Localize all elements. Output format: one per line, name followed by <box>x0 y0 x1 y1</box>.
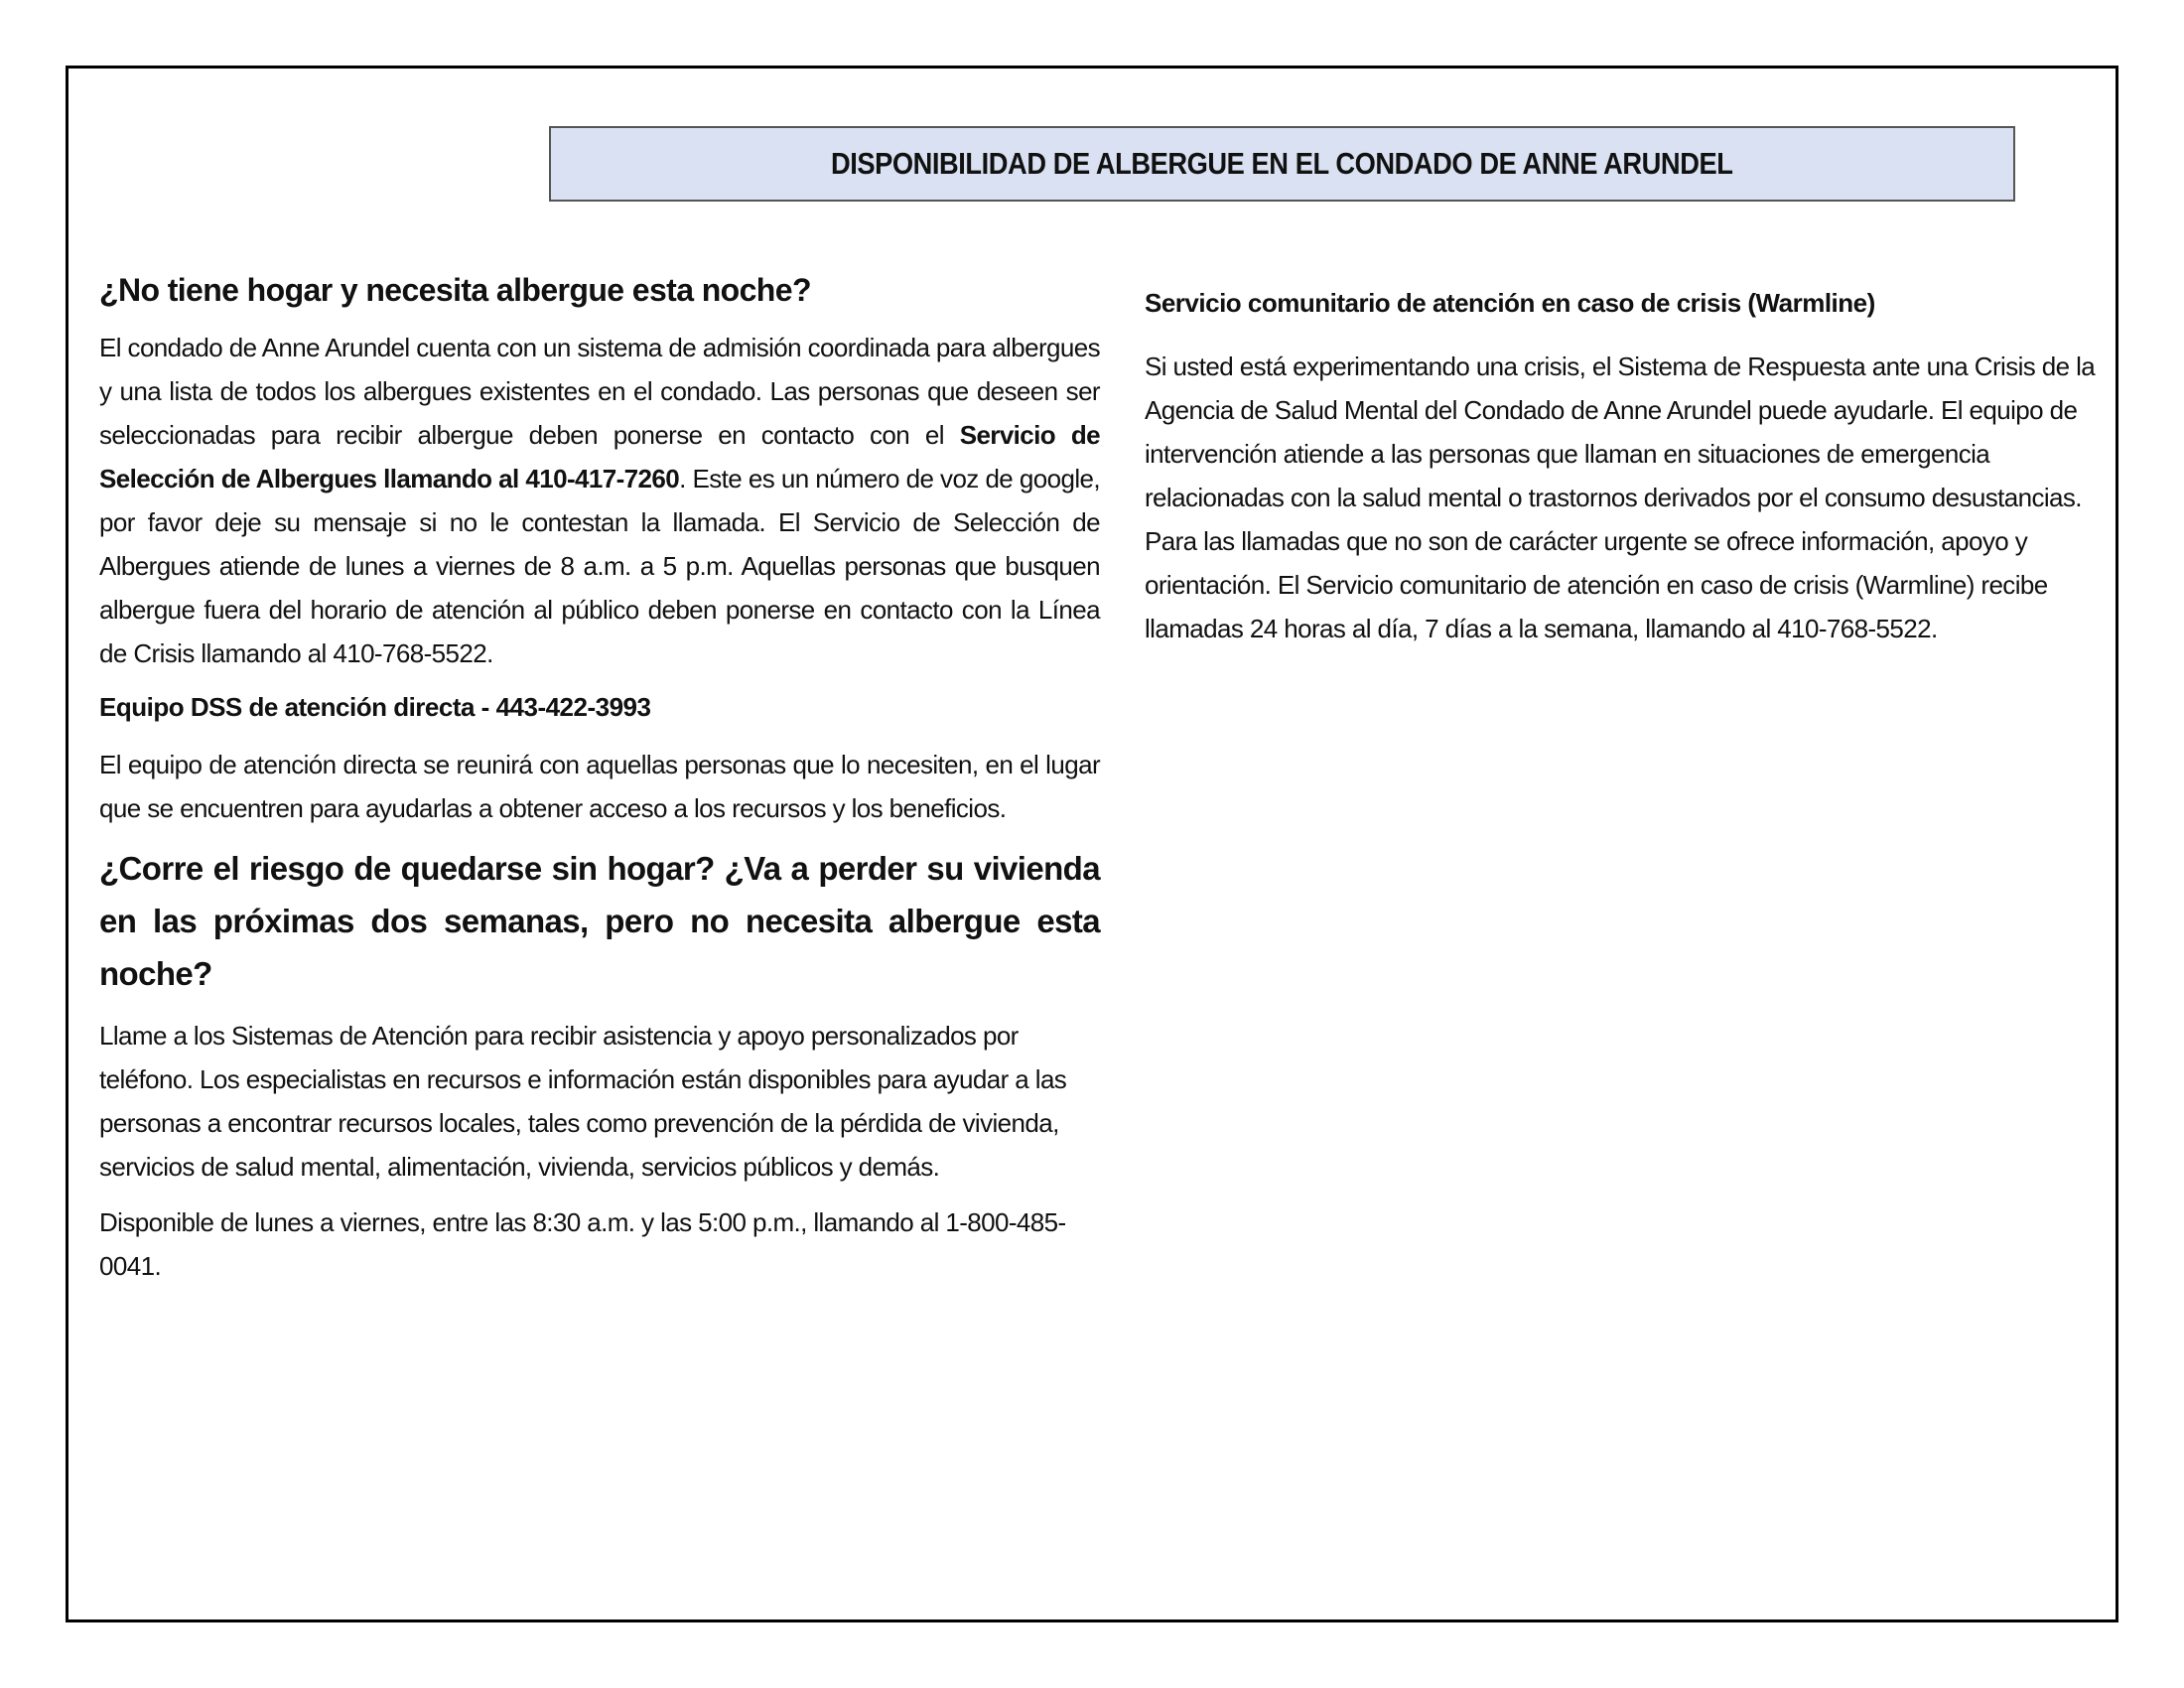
right-column <box>1145 285 2098 650</box>
care-systems-paragraph: Llame a los Sistemas de Atención para recibir asistencia y apoyo personalizados por teléfono. Los especialistas en recursos e información están disponibles para ayudar a las personas a encontrar recursos locales, tales como prevención de la pérdida de vivienda, servicios de salud mental, alimentación, vivienda, servicios públicos y demás. <box>99 1021 1067 1182</box>
care-systems-hours: Disponible de lunes a viernes, entre las 8:30 a.m. y las 5:00 p.m., llamando al 1-800-485-0041. <box>99 1207 1066 1281</box>
section-heading-at-risk: ¿Corre el riesgo de quedarse sin hogar? ¿Va a perder su vivienda en las próximas dos semanas, pero no necesita albergue esta noche? <box>99 850 1100 992</box>
left-column <box>99 268 1100 1288</box>
section-heading-shelter-tonight: ¿No tiene hogar y necesita albergue esta noche? <box>99 272 811 308</box>
shelter-intake-paragraph: El condado de Anne Arundel cuenta con un sistema de admisión coordinada para albergues y una lista de todos los albergues existentes en el condado. Las personas que deseen ser seleccionadas para recibir albergue deben ponerse en contacto con el Servicio de Selección de Albergues llamando al 410-417-7260. Este es un número de voz de google, por favor deje su mensaje si no le contestan la llamada. El Servicio de Selección de Albergues atiende de lunes a viernes de 8 a.m. a 5 p.m. Aquellas personas que busquen albergue fuera del horario de atención al público deben ponerse en contacto con la Línea de Crisis llamando al 410-768-5522. <box>99 333 1100 668</box>
warmline-paragraph: Si usted está experimentando una crisis, el Sistema de Respuesta ante una Crisis de la Agencia de Salud Mental del Condado de Anne Arundel puede ayudarle. El equipo de intervención atiende a las personas que llaman en situaciones de emergencia relacionadas con la salud mental o trastornos derivados por el consumo desustancias. Para las llamadas que no son de carácter urgente se ofrece información, apoyo y orientación. El Servicio comunitario de atención en caso de crisis (Warmline) recibe llamadas 24 horas al día, 7 días a la semana, llamando al 410-768-5522. <box>1145 352 2096 643</box>
section-heading-warmline: Servicio comunitario de atención en caso de crisis (Warmline) <box>1145 288 1875 318</box>
shelter-hotline: Servicio de Selección de Albergues llamando al 410-417-7260 <box>99 420 1100 493</box>
section-heading-dss-team: Equipo DSS de atención directa - 443-422-3993 <box>99 692 651 722</box>
title-banner <box>549 126 2015 202</box>
dss-team-paragraph: El equipo de atención directa se reunirá con aquellas personas que lo necesiten, en el lugar que se encuentren para ayudarlas a obtener acceso a los recursos y los beneficios. <box>99 750 1100 823</box>
page-title: DISPONIBILIDAD DE ALBERGUE EN EL CONDADO DE ANNE ARUNDEL <box>831 146 1733 181</box>
